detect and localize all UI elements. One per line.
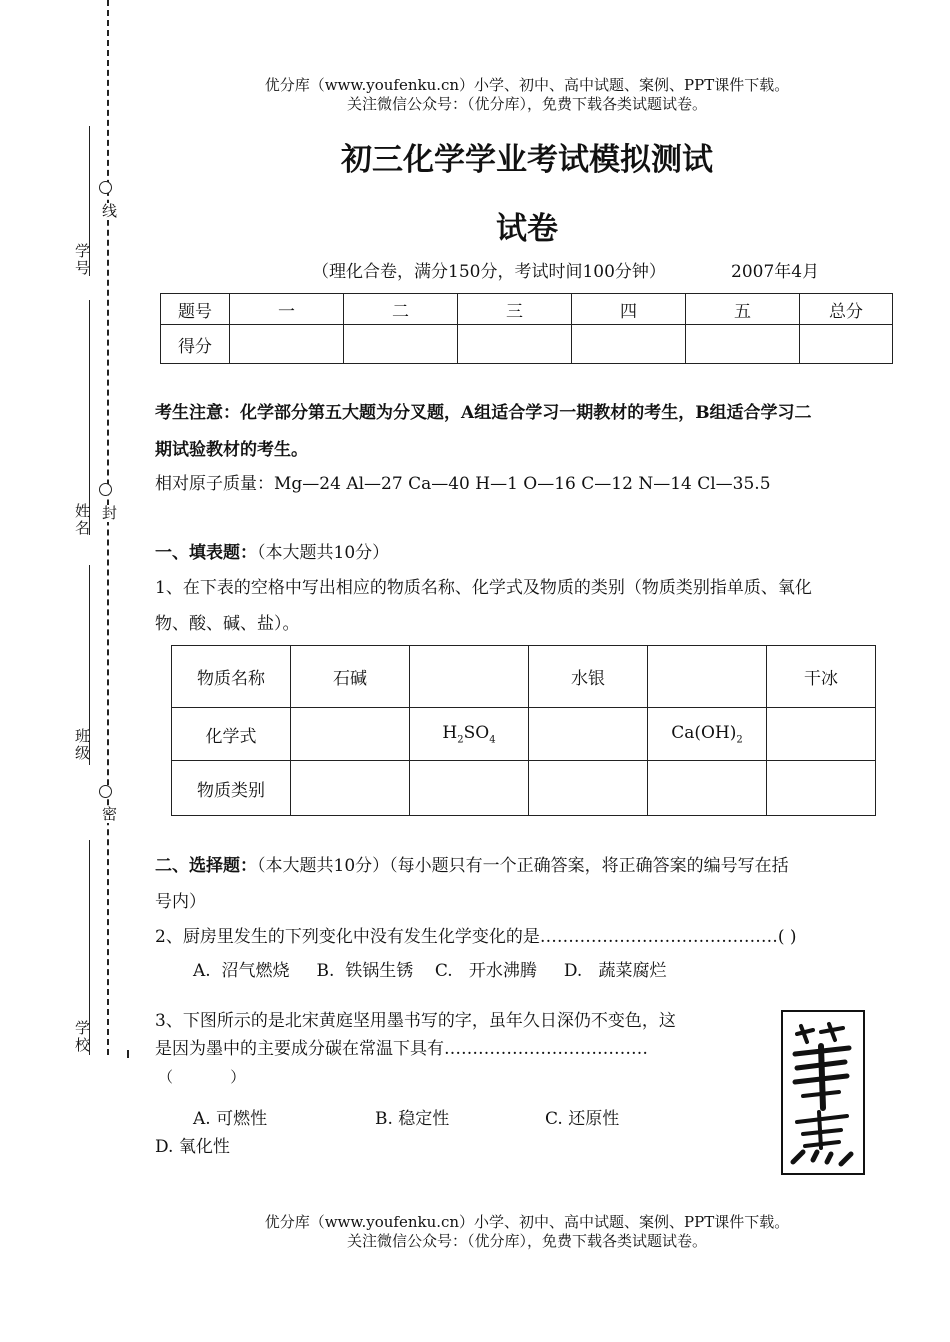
q3-line-1: 3、下图所示的是北宋黄庭坚用墨书写的字，虽年久日深仍不变色，这	[155, 1011, 676, 1031]
seal-mark-secret: 密	[100, 806, 118, 823]
q2-text: 2、厨房里发生的下列变化中没有发生化学变化的是……………………………………( )	[155, 927, 797, 947]
atomic-mass: 相对原子质量：Mg—24 Al—27 Ca—40 H—1 O—16 C—12 N—14 Cl—35.5	[155, 474, 771, 494]
formula-cell-caoh2: $Ca(OH)_2$	[648, 708, 767, 761]
school-write-line	[89, 840, 91, 1055]
category-cell-blank[interactable]	[767, 761, 876, 816]
field-label-class: 班级	[73, 728, 91, 762]
formula-cell-blank[interactable]	[291, 708, 410, 761]
formula-cell-blank[interactable]	[529, 708, 648, 761]
score-cell[interactable]	[800, 325, 893, 364]
seal-mark-line: 线	[100, 203, 118, 220]
chemistry-table	[171, 645, 876, 816]
category-cell-blank[interactable]	[648, 761, 767, 816]
score-header-cell: 二	[344, 294, 458, 325]
seal-mark-seal: 封	[100, 505, 118, 522]
score-cell[interactable]	[458, 325, 572, 364]
category-cell-blank[interactable]	[291, 761, 410, 816]
score-row-label: 得分	[161, 325, 230, 364]
section1-note: （本大题共10分）	[257, 543, 390, 563]
q1-text-line-2: 物、酸、碱、盐）。	[155, 614, 300, 634]
q3-line-2: 是因为墨中的主要成分碳在常温下具有………………………………	[155, 1039, 648, 1059]
section1-title	[155, 543, 389, 563]
field-label-student-id: 学号	[73, 243, 91, 277]
name-cell-blank[interactable]	[648, 646, 767, 708]
name-cell: 干冰	[767, 646, 876, 708]
binding-circle-icon	[99, 785, 112, 798]
score-header-cell: 题号	[161, 294, 230, 325]
q3-option-b: B. 稳定性	[375, 1109, 450, 1129]
score-cell[interactable]	[686, 325, 800, 364]
calligraphy-brush-icon	[783, 1012, 863, 1173]
score-table	[160, 293, 893, 364]
score-header-cell: 五	[686, 294, 800, 325]
header-line-2: 关注微信公众号：（优分库），免费下载各类试题试卷。	[346, 95, 707, 113]
exam-title: 初三化学学业考试模拟测试	[341, 142, 713, 178]
exam-subtitle: 试卷	[496, 211, 558, 247]
header-line-1: 优分库（www.youfenku.cn）小学、初中、高中试题、案例、PPT课件下载。	[264, 76, 790, 94]
exam-date: 2007年4月	[731, 262, 820, 282]
category-cell-blank[interactable]	[529, 761, 648, 816]
q3-option-a: A. 可燃性	[193, 1109, 268, 1129]
binding-circle-icon	[99, 483, 112, 496]
name-cell-blank[interactable]	[410, 646, 529, 708]
section2-note: （本大题共10分）（每小题只有一个正确答案，将正确答案的编号写在括	[257, 856, 789, 876]
row-label-formula: 化学式	[172, 708, 291, 761]
name-cell: 水银	[529, 646, 648, 708]
score-cell[interactable]	[572, 325, 686, 364]
score-header-cell: 三	[458, 294, 572, 325]
field-label-school: 学校	[73, 1020, 91, 1054]
section1-heading: 一、填表题：	[155, 543, 257, 563]
category-cell-blank[interactable]	[410, 761, 529, 816]
row-label-category: 物质类别	[172, 761, 291, 816]
footer-line-2: 关注微信公众号：（优分库），免费下载各类试题试卷。	[346, 1232, 707, 1250]
notice-line-1: 考生注意：化学部分第五大题为分叉题，A组适合学习一期教材的考生，B组适合学习二	[155, 403, 812, 423]
formula-cell-blank[interactable]	[767, 708, 876, 761]
q2-options: A. 沼气燃烧 B. 铁锅生锈 C. 开水沸腾 D. 蔬菜腐烂	[193, 961, 667, 981]
name-write-line	[89, 300, 91, 535]
formula-cell-h2so4: $H_2SO_4$	[410, 708, 529, 761]
section2-note-line-2: 号内）	[155, 892, 206, 912]
q3-option-d: D. 氧化性	[155, 1137, 230, 1157]
footer-line-1: 优分库（www.youfenku.cn）小学、初中、高中试题、案例、PPT课件下载。	[264, 1213, 790, 1231]
notice-line-2: 期试验教材的考生。	[155, 440, 308, 460]
name-cell: 石碱	[291, 646, 410, 708]
score-cell[interactable]	[230, 325, 344, 364]
binding-circle-icon	[99, 181, 112, 194]
exam-info: （理化合卷，满分150分，考试时间100分钟）	[312, 262, 666, 282]
calligraphy-image	[781, 1010, 865, 1175]
score-header-cell: 四	[572, 294, 686, 325]
stray-mark	[127, 1050, 129, 1058]
class-write-line	[89, 565, 91, 765]
q3-option-c: C. 还原性	[545, 1109, 620, 1129]
score-header-cell: 总分	[800, 294, 893, 325]
section2-heading: 二、选择题：	[155, 856, 257, 876]
score-cell[interactable]	[344, 325, 458, 364]
q3-answer-blank: （ ）	[158, 1068, 246, 1086]
section2-title	[155, 856, 789, 876]
row-label-name: 物质名称	[172, 646, 291, 708]
q1-text-line-1: 1、在下表的空格中写出相应的物质名称、化学式及物质的类别（物质类别指单质、氧化	[155, 578, 812, 598]
field-label-name: 姓名	[73, 503, 91, 537]
score-header-cell: 一	[230, 294, 344, 325]
